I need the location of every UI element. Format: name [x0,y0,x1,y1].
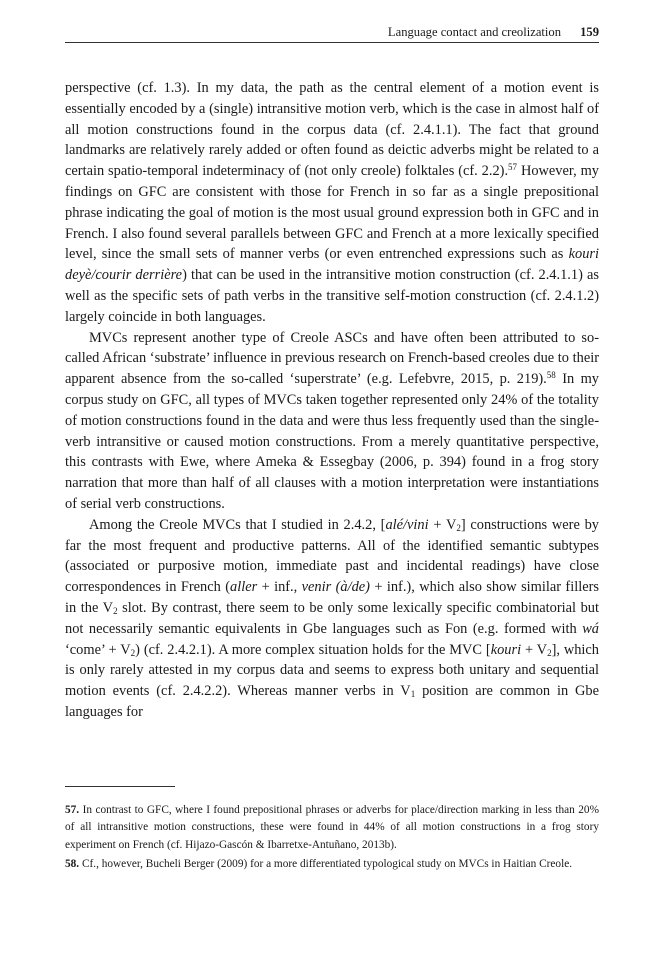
footnote-58: 58. Cf., however, Bucheli Berger (2009) for a more differentiated typological study on MVCs in Haitian Creole. [65,858,573,871]
running-header [65,22,599,43]
footnotes [65,802,599,876]
page-number: 159 [580,25,599,39]
paragraph: MVCs represent another type of Creole ASCs and have often been attributed to so-called African ‘substrate’ influence in previous research on French-based creoles due to their apparent absence from the so-called ‘superstrate’ (e.g. Lefebvre, 2015, p. 219).$^{58}$ In my corpus study on GFC, all types of MVCs taken together represented only 24% of the totality of motion constructions found in the data and were thus less frequently used than the single-verb intransitive or caused motion constructions. From a merely quantitative perspective, this contrasts with Ewe, where Ameka & Essegbay (2006, p. 394) found in a frog story narration that more than half of all clauses with a motion interpretation were instantiations of serial verb constructions. [65,329,599,512]
body-text [65,78,599,723]
footnote-ref-57[interactable]: 57 [508,162,518,173]
footnote-57: 57. In contrast to GFC, where I found prepositional phrases or adverbs for place/direction marking in less than 20% of all intransitive motion constructions, these were found in 44% of all motion constructions in a frog story experiment on French (cf. Hijazo-Gascón & Ibarretxe-Antuñano, 2013b). [65,804,599,851]
paragraph: perspective (cf. 1.3). In my data, the path as the central element of a motion event is essentially encoded by a (single) intransitive motion verb, which is the case in almost half of all motion constructions found in the corpus data (cf. 2.4.1.1). The fact that ground landmarks are relatively rarely added or often found as deictic adverbs might be related to a certain spatio-temporal indeterminacy of (not only creole) folktales (cf. 2.2).$^{57}$ However, my findings on GFC are consistent with those for French in so far as a single prepositional phrase indicating the goal of motion is the most usual ground expression both in GFC and in French. I also found several parallels between GFC and French at a more lexically specified level, since the small sets of manner verbs (or even entrenched expressions such as kouri deyè/courir derrière) that can be used in the intransitive motion construction (cf. 2.4.1.1) as well as the specific sets of path verbs in the transitive self-motion construction (cf. 2.4.1.2) largely coincide in both languages. [65,80,599,325]
footnote-ref-58[interactable]: 58 [546,370,556,381]
running-title: Language contact and creolization [387,25,561,39]
paragraph: Among the Creole MVCs that I studied in 2.4.2, [alé/vini + $V_2$] constructions were by far the most frequent and productive patterns. All of the identified semantic subtypes (associated or purposive motion, immediate past and incidental readings) have close correspondences in French (aller + inf., venir (à/de) + inf.), which also show similar fillers in the $V_2$ slot. By contrast, there seem to be only some lexically specific combinatorial but not necessarily semantic equivalents in Gbe languages such as Fon (e.g. formed with wá ‘come’ + $V_2$) (cf. 2.4.2.1). A more complex situation holds for the MVC [kouri + $V_2$], which is only rarely attested in my corpus data and seems to express both unitary and sequential motion events (cf. 2.4.2.2). Whereas manner verbs in $V_1$ position are common in Gbe languages for [65,516,600,720]
footnote-separator [65,786,175,787]
